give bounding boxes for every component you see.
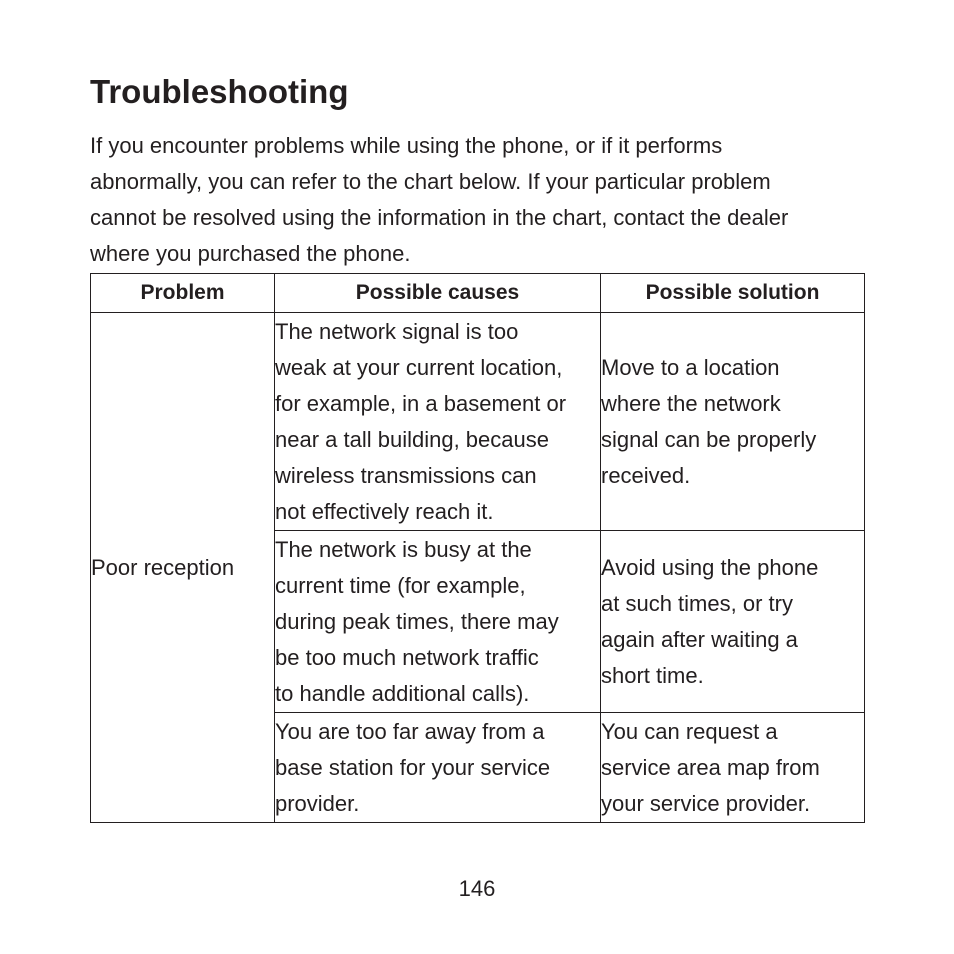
cause-line: The network is busy at the — [275, 536, 532, 562]
cause-line: for example, in a basement or — [275, 390, 567, 416]
cause-line: be too much network traffic — [275, 644, 539, 670]
page-number: 146 — [458, 876, 496, 901]
cause-line: You are too far away from a — [275, 718, 545, 744]
solution-line: at such times, or try — [601, 590, 793, 616]
cause-line: base station for your service — [275, 754, 551, 780]
solution-line: short time. — [601, 662, 704, 688]
cause-line: near a tall building, because — [275, 426, 549, 452]
intro-line: abnormally, you can refer to the chart below. If your particular problem — [90, 169, 771, 194]
cause-line: wireless transmissions can — [275, 462, 537, 488]
cause-line: provider. — [275, 790, 360, 816]
intro-paragraph — [90, 128, 864, 272]
cause-line: weak at your current location, — [275, 354, 563, 380]
header-problem: Problem — [91, 274, 275, 313]
cause-line: current time (for example, — [275, 572, 526, 598]
problem-label: Poor reception — [91, 554, 235, 580]
solution-line: Avoid using the phone — [601, 554, 819, 580]
table-row — [91, 313, 865, 531]
solution-line: again after waiting a — [601, 626, 798, 652]
intro-line: If you encounter problems while using the phone, or if it performs — [90, 133, 723, 158]
solution-line: where the network — [601, 390, 781, 416]
cause-cell — [275, 313, 601, 531]
solution-cell — [601, 713, 865, 823]
solution-line: service area map from — [601, 754, 820, 780]
troubleshooting-table — [90, 273, 865, 823]
solution-line: received. — [601, 462, 691, 488]
intro-line: cannot be resolved using the information in the chart, contact the dealer — [90, 205, 789, 230]
page-title: Troubleshooting — [90, 73, 349, 110]
solution-line: your service provider. — [601, 790, 811, 816]
cause-line: to handle additional calls). — [275, 680, 530, 706]
solution-line: signal can be properly — [601, 426, 817, 452]
cause-line: during peak times, there may — [275, 608, 559, 634]
cause-line: The network signal is too — [275, 318, 519, 344]
solution-line: You can request a — [601, 718, 778, 744]
table-header-row — [91, 274, 865, 313]
cause-line: not effectively reach it. — [275, 498, 494, 524]
cause-cell — [275, 713, 601, 823]
header-possible-solution: Possible solution — [601, 274, 865, 313]
solution-cell — [601, 531, 865, 713]
solution-cell — [601, 313, 865, 531]
header-possible-causes: Possible causes — [275, 274, 601, 313]
solution-line: Move to a location — [601, 354, 780, 380]
problem-cell — [91, 313, 275, 823]
cause-cell — [275, 531, 601, 713]
intro-line: where you purchased the phone. — [90, 241, 411, 266]
